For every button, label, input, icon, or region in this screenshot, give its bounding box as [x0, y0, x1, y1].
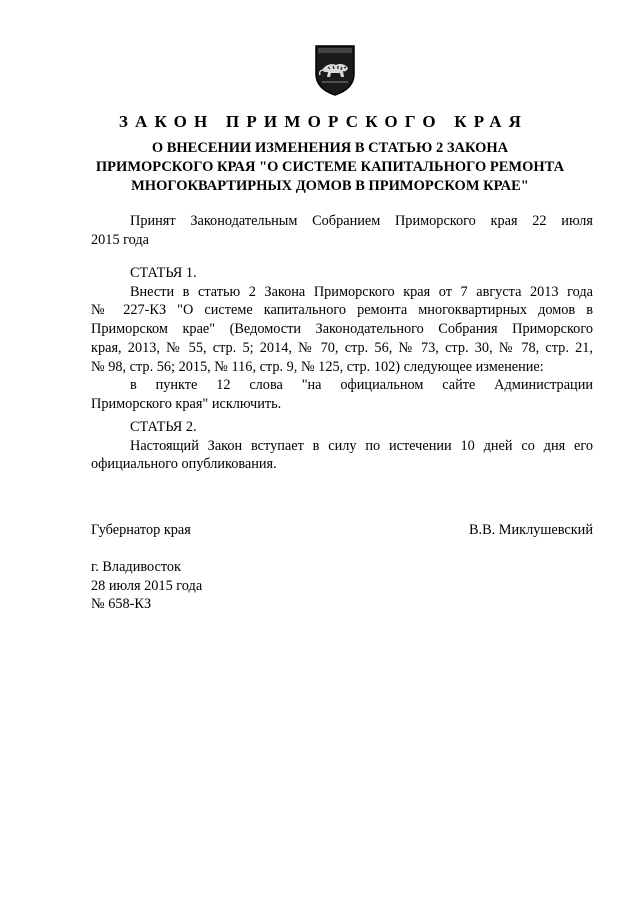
subtitle-line: МНОГОКВАРТИРНЫХ ДОМОВ В ПРИМОРСКОМ КРАЕ" [131, 178, 529, 194]
law-title: ЗАКОН ПРИМОРСКОГО КРАЯ [118, 112, 529, 131]
article-2-line: официального опубликования. [91, 456, 277, 473]
primorsky-krai-coat-of-arms-icon [314, 44, 356, 96]
adoption-line: Принят Законодательным Собранием Приморского края 22 июля [130, 213, 593, 229]
article-2-heading: СТАТЬЯ 2. [130, 419, 197, 435]
article-1-line: Приморском крае" (Ведомости Законодательного Собрания Приморского [91, 321, 593, 338]
article-1-line: Приморского края" исключить. [91, 395, 282, 412]
document-footer [91, 558, 202, 614]
article-1 [91, 264, 593, 414]
signatory-position: Губернатор края [91, 522, 191, 538]
article-1-line: Внести в статью 2 Закона Приморского края от 7 августа 2013 года [130, 283, 593, 300]
article-2 [91, 418, 593, 474]
adoption-line: 2015 года [91, 231, 150, 248]
adoption-statement [91, 212, 593, 249]
article-1-line: № 227-КЗ "О системе капитального ремонта многоквартирных домов в [91, 302, 593, 319]
footer-number: № 658-КЗ [91, 596, 152, 612]
article-1-line: в пункте 12 слова "на официальном сайте Администрации [130, 377, 593, 394]
footer-date: 28 июля 2015 года [91, 577, 203, 594]
law-subtitle [70, 139, 590, 196]
subtitle-line: ПРИМОРСКОГО КРАЯ "О СИСТЕМЕ КАПИТАЛЬНОГО РЕМОНТА [95, 159, 565, 175]
article-1-line: № 98, стр. 56; 2015, № 116, стр. 9, № 125, стр. 102) следующее изменение: [91, 358, 544, 375]
signatory-name: В.В. Миклушевский [468, 522, 593, 538]
subtitle-line: О ВНЕСЕНИИ ИЗМЕНЕНИЯ В СТАТЬЮ 2 ЗАКОНА [151, 140, 509, 156]
footer-city: г. Владивосток [91, 559, 181, 575]
article-1-heading: СТАТЬЯ 1. [130, 265, 197, 281]
article-2-line: Настоящий Закон вступает в силу по истечении 10 дней со дня его [130, 437, 593, 454]
article-1-line: края, 2013, № 55, стр. 5; 2014, № 70, стр. 56, № 73, стр. 30, № 78, стр. 21, [91, 339, 593, 356]
